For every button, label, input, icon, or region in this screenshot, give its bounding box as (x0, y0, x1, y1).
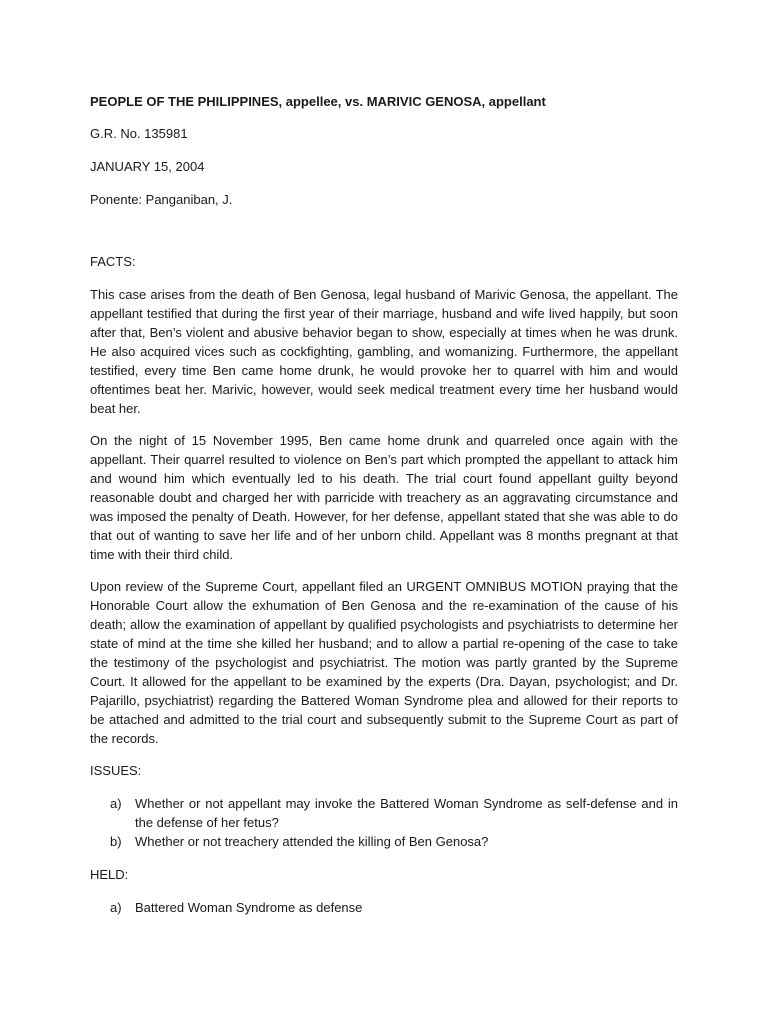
held-text: Battered Woman Syndrome as defense (135, 900, 363, 915)
facts-paragraph-1: This case arises from the death of Ben Genosa, legal husband of Marivic Genosa, the appellant. The appellant testified that during the first year of their marriage, husband and wife lived happily, but soon after that, Ben’s violent and abusive behavior began to show, especially at times when he was drunk. He also acquired vices such as cockfighting, gambling, and womanizing. Furthermore, the appellant testified, every time Ben came home drunk, he would provoke her to quarrel with him and would oftentimes beat her. Marivic, however, would seek medical treatment every time her husband would beat her. (90, 287, 678, 416)
issues-heading: ISSUES: (90, 763, 142, 778)
spacer (90, 223, 678, 252)
issue-text: Whether or not treachery attended the killing of Ben Genosa? (135, 834, 489, 849)
issues-list (90, 794, 678, 851)
facts-paragraph-2: On the night of 15 November 1995, Ben came home drunk and quarreled once again with the appellant. Their quarrel resulted to violence on Ben’s part which prompted the appellant to attack him and wound him which eventually led to his death. The trial court found appellant guilty beyond reasonable doubt and charged her with parricide with treachery as an aggravating circumstance and was imposed the penalty of Death. However, for her defense, appellant stated that she was able to do that out of wanting to save her life and of her unborn child. Appellant was 8 months pregnant at that time with their third child. (90, 433, 678, 562)
case-title: PEOPLE OF THE PHILIPPINES, appellee, vs. MARIVIC GENOSA, appellant (90, 94, 546, 109)
facts-paragraph-3: Upon review of the Supreme Court, appellant filed an URGENT OMNIBUS MOTION praying that the Honorable Court allow the exhumation of Ben Genosa and the re-examination of the cause of his death; allow the examination of appellant by qualified psychologists and psychiatrists to determine her state of mind at the time she killed her husband; and to allow a partial re-opening of the case to take the testimony of the psychologist and psychiatrist. The motion was partly granted by the Supreme Court. It allowed for the appellant to be examined by the experts (Dra. Dayan, psychologist; and Dr. Pajarillo, psychiatrist) regarding the Battered Woman Syndrome plea and allowed for their reports to be attached and admitted to the trial court and subsequently submit to the Supreme Court as part of the records. (90, 579, 678, 746)
decision-date: JANUARY 15, 2004 (90, 159, 205, 174)
list-item (90, 794, 678, 832)
list-marker: b) (110, 834, 122, 849)
list-item (90, 898, 678, 917)
facts-heading: FACTS: (90, 254, 136, 269)
held-heading: HELD: (90, 867, 129, 882)
issue-text: Whether or not appellant may invoke the Battered Woman Syndrome as self-defense and in the defense of her fetus? (135, 796, 678, 830)
list-marker: a) (110, 900, 122, 915)
list-item (90, 832, 678, 851)
list-marker: a) (110, 796, 122, 811)
held-list (90, 898, 678, 917)
document-body (90, 92, 678, 931)
ponente: Ponente: Panganiban, J. (90, 192, 233, 207)
gr-number: G.R. No. 135981 (90, 126, 188, 141)
